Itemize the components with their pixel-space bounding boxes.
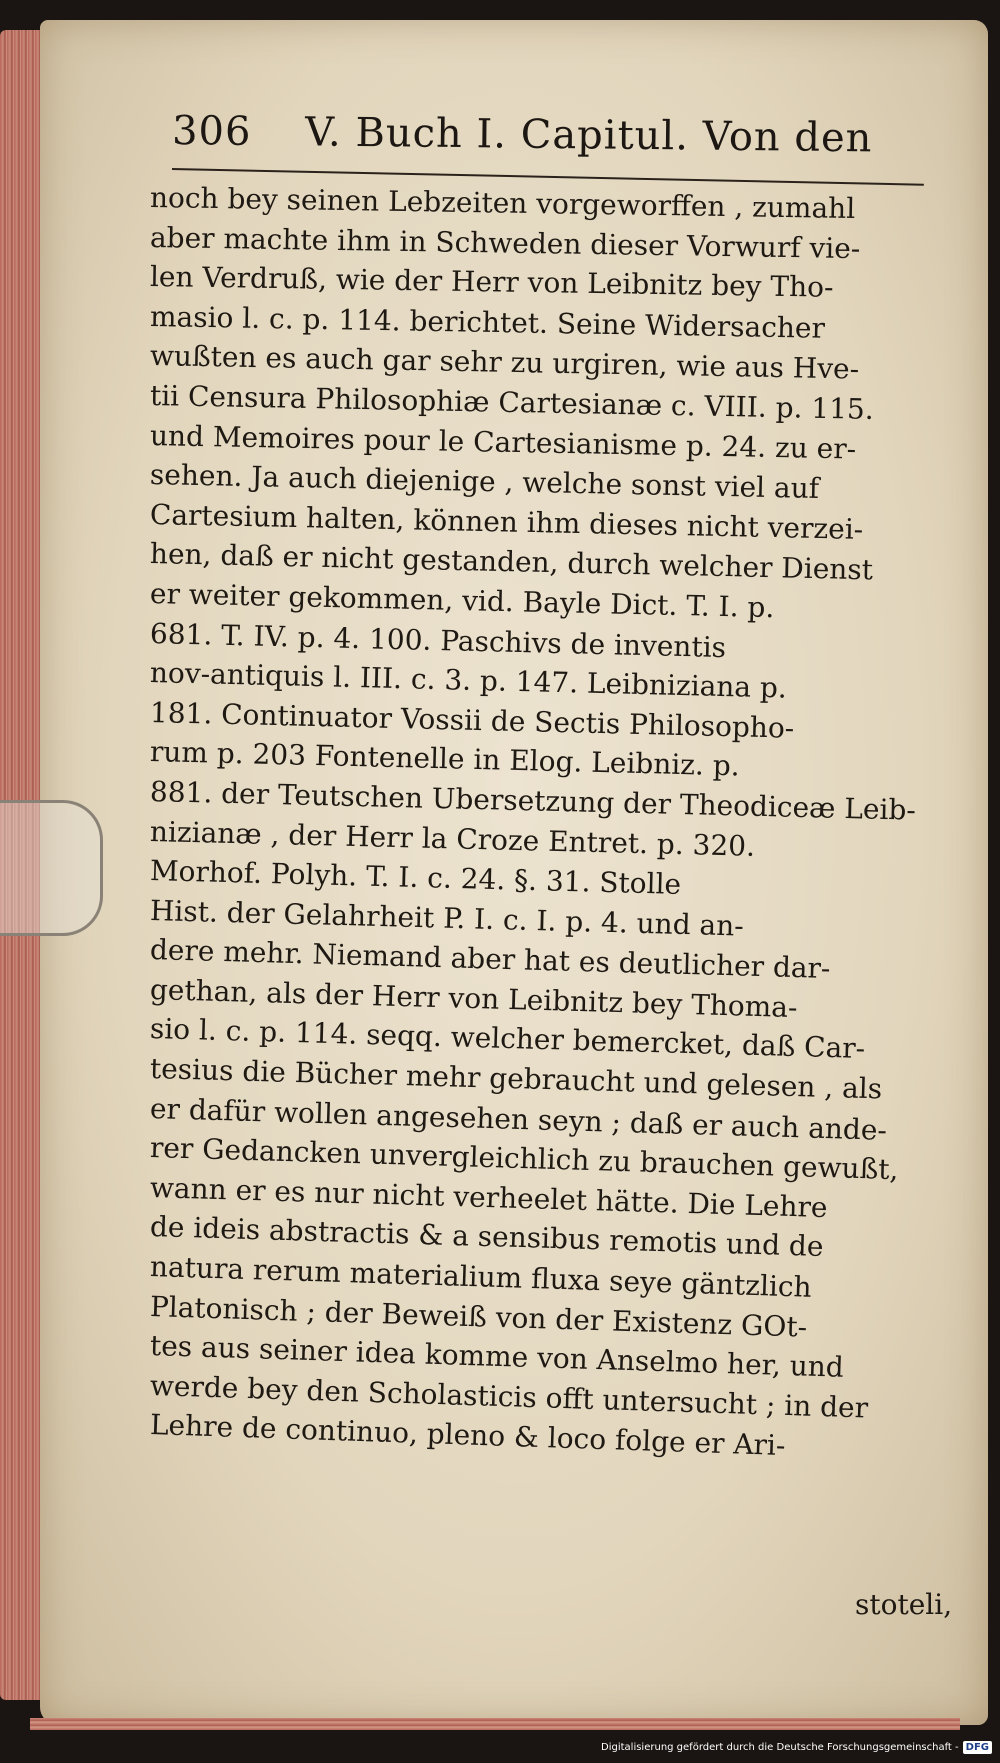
- text-line: nov-antiquis l. III. c. 3. p. 147. Leibniziana p.: [149, 656, 788, 705]
- text-line: tes aus seiner idea komme von Anselmo her, und: [149, 1329, 845, 1385]
- text-line: hen, daß er nicht gestanden, durch welcher Dienst: [149, 537, 874, 587]
- text-line: aber machte ihm in Schweden dieser Vorwurf vie-: [149, 220, 861, 265]
- text-line: tii Censura Philosophiæ Cartesianæ c. VIII. p. 115.: [149, 378, 875, 426]
- text-line: Platonisch ; der Beweiß von der Existenz GOt-: [149, 1289, 808, 1344]
- text-line: werde bey den Scholasticis offt untersucht ; in der: [149, 1368, 869, 1425]
- text-line: 881. der Teutschen Ubersetzung der Theodiceæ Leib-: [149, 774, 917, 827]
- text-line: dere mehr. Niemand aber hat es deutlicher dar-: [149, 933, 831, 986]
- text-line: natura rerum materialium fluxa seye gäntzlich: [149, 1250, 813, 1304]
- page-bottom-edge: [30, 1718, 960, 1730]
- page-clip: [0, 800, 103, 936]
- catchword: stoteli,: [855, 1588, 953, 1621]
- text-line: sio l. c. p. 114. seqq. welcher bemercket, daß Car-: [149, 1012, 866, 1066]
- page-body-text: [149, 178, 950, 1463]
- text-line: er dafür wollen angesehen seyn ; daß er auch ande-: [149, 1091, 888, 1147]
- text-line: 181. Continuator Vossii de Sectis Philosopho-: [149, 695, 795, 745]
- digitization-footer: [601, 1737, 992, 1757]
- text-line: wußten es auch gar sehr zu urgiren, wie aus Hve-: [149, 339, 860, 386]
- running-title: V. Buch I. Capitul. Von den: [304, 109, 873, 162]
- text-line: Morhof. Polyh. T. I. c. 24. §. 31. Stolle: [149, 854, 682, 901]
- text-line: wann er es nur nicht verheelet hätte. Die Lehre: [149, 1170, 828, 1224]
- footer-credit: Digitalisierung gefördert durch die Deutsche Forschungsgemeinschaft -: [601, 1741, 959, 1753]
- text-line: de ideis abstractis & a sensibus remotis und de: [149, 1210, 824, 1264]
- text-line: tesius die Bücher mehr gebraucht und gelesen , als: [149, 1052, 883, 1106]
- text-line: gethan, als der Herr von Leibnitz bey Thoma-: [149, 972, 798, 1024]
- text-line: Lehre de continuo, pleno & loco folge er Ari-: [149, 1408, 786, 1463]
- text-line: und Memoires pour le Cartesianisme p. 24. zu er-: [149, 418, 857, 466]
- text-line: Hist. der Gelahrheit P. I. c. I. p. 4. und an-: [149, 893, 745, 943]
- text-line: er weiter gekommen, vid. Bayle Dict. T. I. p.: [149, 576, 775, 625]
- text-line: Cartesium halten, können ihm dieses nicht verzei-: [149, 497, 864, 546]
- running-header: [172, 108, 933, 176]
- text-line: nizianæ , der Herr la Croze Entret. p. 320.: [149, 814, 756, 863]
- text-line: masio l. c. p. 114. berichtet. Seine Widersacher: [149, 299, 826, 345]
- text-line: sehen. Ja auch diejenige , welche sonst viel auf: [149, 458, 820, 506]
- text-line: noch bey seinen Lebzeiten vorgeworffen , zumahl: [149, 181, 856, 226]
- dfg-logo: DFG: [963, 1741, 992, 1754]
- text-line: rum p. 203 Fontenelle in Elog. Leibniz. p.: [149, 735, 741, 783]
- page-number: 306: [171, 108, 252, 155]
- text-line: rer Gedancken unvergleichlich zu brauchen gewußt,: [149, 1131, 899, 1187]
- text-line: len Verdruß, wie der Herr von Leibnitz bey Tho-: [149, 260, 834, 304]
- text-line: 681. T. IV. p. 4. 100. Paschivs de inventis: [149, 616, 727, 664]
